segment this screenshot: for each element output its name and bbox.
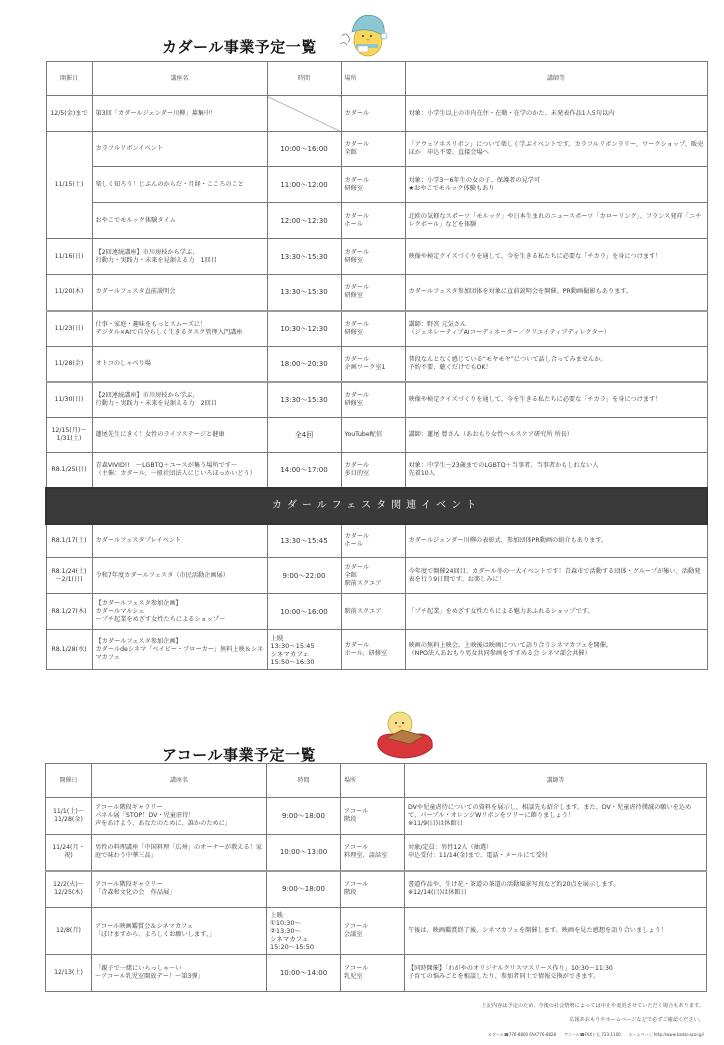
event-title: 「親子で一緒にいらっしゃ～い ～アコール乳児室開放デー！～第3弾」 [92, 955, 267, 992]
event-time: 9:00～18:00 [267, 798, 341, 835]
event-details: 対象：中学生～23歳までのLGBTQ＋当事者、当事者かもしれない人 先着10人 [405, 453, 707, 488]
event-time: 10:00～16:00 [267, 132, 341, 167]
table-row [46, 453, 707, 488]
event-title: カダールフェスタ直前説明会 [92, 275, 267, 311]
fest-band-row [46, 488, 707, 524]
event-details: DVや児童虐待についての資料を展示し、相談先も紹介します。また、DV・児童虐待撲滅の願いを込めて、パープル・オレンジWリボンをツリーに飾りましょう！ ※11/9(日)は休館日 [405, 798, 707, 835]
footer-contact: カダール☎776-8800 FAX776-8828 アコール☎FAXとも 723-1100 ホームページ http://www.kadar-acor.jp/ [487, 1032, 704, 1037]
event-details: 映像や検定クイズづくりを通して、今を生きる私たちに必要な「チカラ」を身につけます！ [405, 239, 707, 275]
event-title: 【2回連続講座】市川房枝から学ぶ、 行動力・実践力・未来を見据える力 2回目 [92, 382, 267, 418]
acor-schedule-table [45, 763, 707, 992]
event-time: 上映 ①10:30～ ②13:30～ シネマカフェ 15:20～15:50 [267, 908, 341, 955]
table-row [46, 167, 707, 203]
event-time: 10:00～13:00 [267, 835, 341, 871]
event-location: アコール 乳児室 [341, 955, 405, 992]
event-location: アコール 料理室、談話室 [341, 835, 405, 871]
event-location: カダール 企画ワーク室1 [341, 347, 405, 382]
event-location: カダール ホール [341, 203, 405, 239]
event-time: 14:00～17:00 [267, 453, 341, 488]
event-date: 11/16(日) [46, 239, 92, 275]
event-location: カダール 多目的室 [341, 453, 405, 488]
header-location: 場所 [341, 764, 405, 798]
event-date: 11/28(金) [46, 347, 92, 382]
table-row [46, 558, 707, 594]
event-details: カダールフェスタ参加団体を対象に直前説明会を開催。PR動画撮影もあります。 [405, 275, 707, 311]
event-title: 第3回「カダールジェンダー川柳」募集中！ [92, 96, 267, 132]
footer-note-1: 上記内容は予定のため、今後の社会情勢によっては中止や変更させていただく場合もあります。 [481, 1003, 704, 1009]
event-date: R8.1/28(水) [46, 630, 92, 670]
header-details: 講師等 [405, 62, 707, 96]
table-row [46, 347, 707, 382]
event-details: 「プチ起業」をめざす女性たちによる魅力あふれるショップです。 [405, 594, 707, 630]
event-location: カダール 研修室 [341, 311, 405, 347]
event-time: 18:00～20:30 [267, 347, 341, 382]
event-title: 【カダールフェスタ参加企画】 カダールマルシェ ～プチ起業をめざす女性たちによるショップ～ [92, 594, 267, 630]
event-title: 【2回連続講座】市川房枝から学ぶ、 行動力・実践力・未来を見据える力 1回目 [92, 239, 267, 275]
footer-note-2: 広報あおもりやホームページなどで必ずご確認ください。 [569, 1017, 704, 1023]
table-row [46, 132, 707, 167]
header-time: 時間 [267, 62, 341, 96]
table-row [46, 835, 707, 871]
event-details: 普段なんとなく感じている“モヤモヤ”について話し合ってみませんか。 予約不要、聴くだけでもOK！ [405, 347, 707, 382]
header-date: 開催日 [46, 764, 92, 798]
event-title: 男性の料理講座「中国料理「広州」のオーナーが教える！家庭で味わう中華三品」 [92, 835, 267, 871]
event-location: アコール 会議室 [341, 908, 405, 955]
event-details: 北欧の気軽なスポーツ「モルック」や日本生まれのニュースポーツ「カローリング」、フランス発祥「ニチレクボール」などを体験 [405, 203, 707, 239]
event-location: カダール ホール [341, 524, 405, 558]
event-details: 【同時開催】「わがやのオリジナルクリスマスリース作り」10:30～11:30 子育ての悩みごとを相談したり、参加者同士で情報交換ができます。 [405, 955, 707, 992]
table-row [46, 524, 707, 558]
table-row [46, 275, 707, 311]
event-time: 13:30～15:30 [267, 239, 341, 275]
event-location: YouTube配信 [341, 418, 405, 453]
fest-band-heading: カダールフェスタ関連イベント [46, 488, 707, 524]
event-title: 【カダールフェスタ参加企画】 カダールdeシネマ「ベイビー・ブローカー」無料上映＆シネマカフェ [92, 630, 267, 670]
event-time: 11:00～12:00 [267, 167, 341, 203]
event-time: 13:30～15:30 [267, 275, 341, 311]
table-row [46, 203, 707, 239]
header-time: 時間 [267, 764, 341, 798]
table-row [46, 955, 707, 992]
event-title: 蓮尾先生にきく！女性のライフステージと健康 [92, 418, 267, 453]
event-time: 全4回 [267, 418, 341, 453]
event-title: おやこでモルック体験タイム [92, 203, 267, 239]
event-date: 11/15(土) [46, 132, 92, 239]
event-location: アコール 階段 [341, 871, 405, 908]
event-date: 12/8(月) [46, 908, 92, 955]
event-date: 11/20(木) [46, 275, 92, 311]
event-location: アコール 階段 [341, 798, 405, 835]
event-title: 青森VIVID!! ～LGBTQ＋ユースが集う場所です～ （主催：カダール、一般社団法人にじいろほっかいどう） [92, 453, 267, 488]
header-title: 講座名 [92, 764, 267, 798]
event-location: カダール 研修室 [341, 382, 405, 418]
event-title: 令和7年度カダールフェスタ（市民活動企画展） [92, 558, 267, 594]
event-details: 講師：蓮尾 豊さん（あおもり女性ヘルスケア研究所 所長） [405, 418, 707, 453]
table-header-row [46, 62, 707, 96]
table-row [46, 594, 707, 630]
event-details: 今年度で開催24回目、カダール冬の一大イベントです！青森市で活動する団体・グループが集い、活動発表を行う9日間です。お楽しみに！ [405, 558, 707, 594]
event-time: 10:00～16:00 [267, 594, 341, 630]
acor-section-title: アコール事業予定一覧 [162, 746, 316, 764]
header-details: 講師等 [405, 764, 707, 798]
event-details: 午後は、映画鑑賞終了後、シネマカフェを開催します。映画を見た感想を語り合いましょう！ [405, 908, 707, 955]
event-date: R8.1/25(日) [46, 453, 92, 488]
event-time: 9:00～22:00 [267, 558, 341, 594]
event-location: カダール [341, 96, 405, 132]
event-details: 対象：小学3～6年生の女の子、保護者の見学可 ★おやこでモルック体験もあり [405, 167, 707, 203]
event-details: 映像や検定クイズづくりを通して、今を生きる私たちに必要な「チカラ」を身につけます！ [405, 382, 707, 418]
event-time-empty [267, 96, 341, 132]
table-row [46, 871, 707, 908]
table-row [46, 96, 707, 132]
header-title: 講座名 [92, 62, 267, 96]
event-time: 10:00～14:00 [267, 955, 341, 992]
header-date: 開催日 [46, 62, 92, 96]
event-details: 対象：小学生以上の市内在住・在勤・在学のかた、未発表作品1人5句以内 [405, 96, 707, 132]
event-time: 13:30～15:45 [267, 524, 341, 558]
table-row [46, 418, 707, 453]
event-time: 9:00～18:00 [267, 871, 341, 908]
event-date: 11/23(日) [46, 311, 92, 347]
event-date: 12/15(月)～ 1/31(土) [46, 418, 92, 453]
event-details: 映画の無料上映会。上映後は映画について語り合うシネマカフェを開催。 （NPO法人あおもり男女共同参画をすすめる会 シネマ部会共催） [405, 630, 707, 670]
event-details: 「アウェアネスリボン」について楽しく学ぶイベントです。カラフルリボンラリー、ワークショップ、販売 ほか 申込不要、直接会場へ [405, 132, 707, 167]
event-date: 12/5(金)まで [46, 96, 92, 132]
event-details: 書道作品や、生け花・茶道の茶道の活動風景写真など約20点を展示します。 ※12/14(日)は休館日 [405, 871, 707, 908]
table-row [46, 908, 707, 955]
table-row [46, 798, 707, 835]
event-time: 12:00～12:30 [267, 203, 341, 239]
event-title: アコール階段ギャラリー パネル展「STOP！DV・児童虐待！ 声をあげよう、あなたのために、誰かのために」 [92, 798, 267, 835]
event-time: 13:30～15:30 [267, 382, 341, 418]
event-location: カダール 研修室 [341, 167, 405, 203]
event-location: カダール 全館 [341, 132, 405, 167]
table-row [46, 382, 707, 418]
event-date: 11/1(土)～ 11/28(金) [46, 798, 92, 835]
event-title: アコール映画鑑賞会＆シネマカフェ 「ぼけますから、よろしくお願いします。」 [92, 908, 267, 955]
event-location: カダール ホール、研修室 [341, 630, 405, 670]
event-title: アコール階段ギャラリー 「青森和文化の会 作品展」 [92, 871, 267, 908]
event-title: カダールフェスタプレイベント [92, 524, 267, 558]
event-title: オトコのしゃべり場 [92, 347, 267, 382]
table-header-row [46, 764, 707, 798]
kadar-section-title: カダール事業予定一覧 [162, 38, 317, 56]
event-date: R8.1/27(木) [46, 594, 92, 630]
kadar-schedule-table [45, 61, 708, 670]
event-date: 12/13(土) [46, 955, 92, 992]
event-date: 12/2(火)～ 12/25(木) [46, 871, 92, 908]
header-location: 場所 [341, 62, 405, 96]
event-details: 講師：野宮 元気さん （ジェネレーティブAIコーディネーター／クリエイティブディレクター） [405, 311, 707, 347]
event-date: R8.1/17(土) [46, 524, 92, 558]
chick-on-kotatsu-icon [372, 704, 438, 760]
event-title: カラフルリボンイベント [92, 132, 267, 167]
event-location: 駅前スクエア [341, 594, 405, 630]
event-date: R8.1/24(土) ～2/1(日) [46, 558, 92, 594]
footer-notes [482, 996, 704, 1045]
event-title: 楽しく知ろう！じぶんのからだ・月経・こころのこと [92, 167, 267, 203]
event-date: 11/24(月・祝) [46, 835, 92, 871]
event-title: 仕事・家庭・趣味をもっとスムーズに！ デジタル×AIで自分らしく生きるタスク管理入門講座 [92, 311, 267, 347]
event-location: カダール 研修室 [341, 275, 405, 311]
event-details: カダールジェンダー川柳の表彰式、参加団体PR動画の紹介もあります。 [405, 524, 707, 558]
table-row [46, 239, 707, 275]
event-details: 対象/定員：男性12人（抽選） 申込受付：11/14(金)まで、電話・メールにて受付 [405, 835, 707, 871]
event-date: 11/30(日) [46, 382, 92, 418]
chick-with-hat-icon [338, 6, 390, 60]
table-row [46, 311, 707, 347]
event-location: カダール 研修室 [341, 239, 405, 275]
event-location: カダール 全館 駅前スクエア [341, 558, 405, 594]
table-row [46, 630, 707, 670]
event-time: 10:30～12:30 [267, 311, 341, 347]
event-time: 上映 13:30～15:45 シネマカフェ 15:50～16:30 [267, 630, 341, 670]
